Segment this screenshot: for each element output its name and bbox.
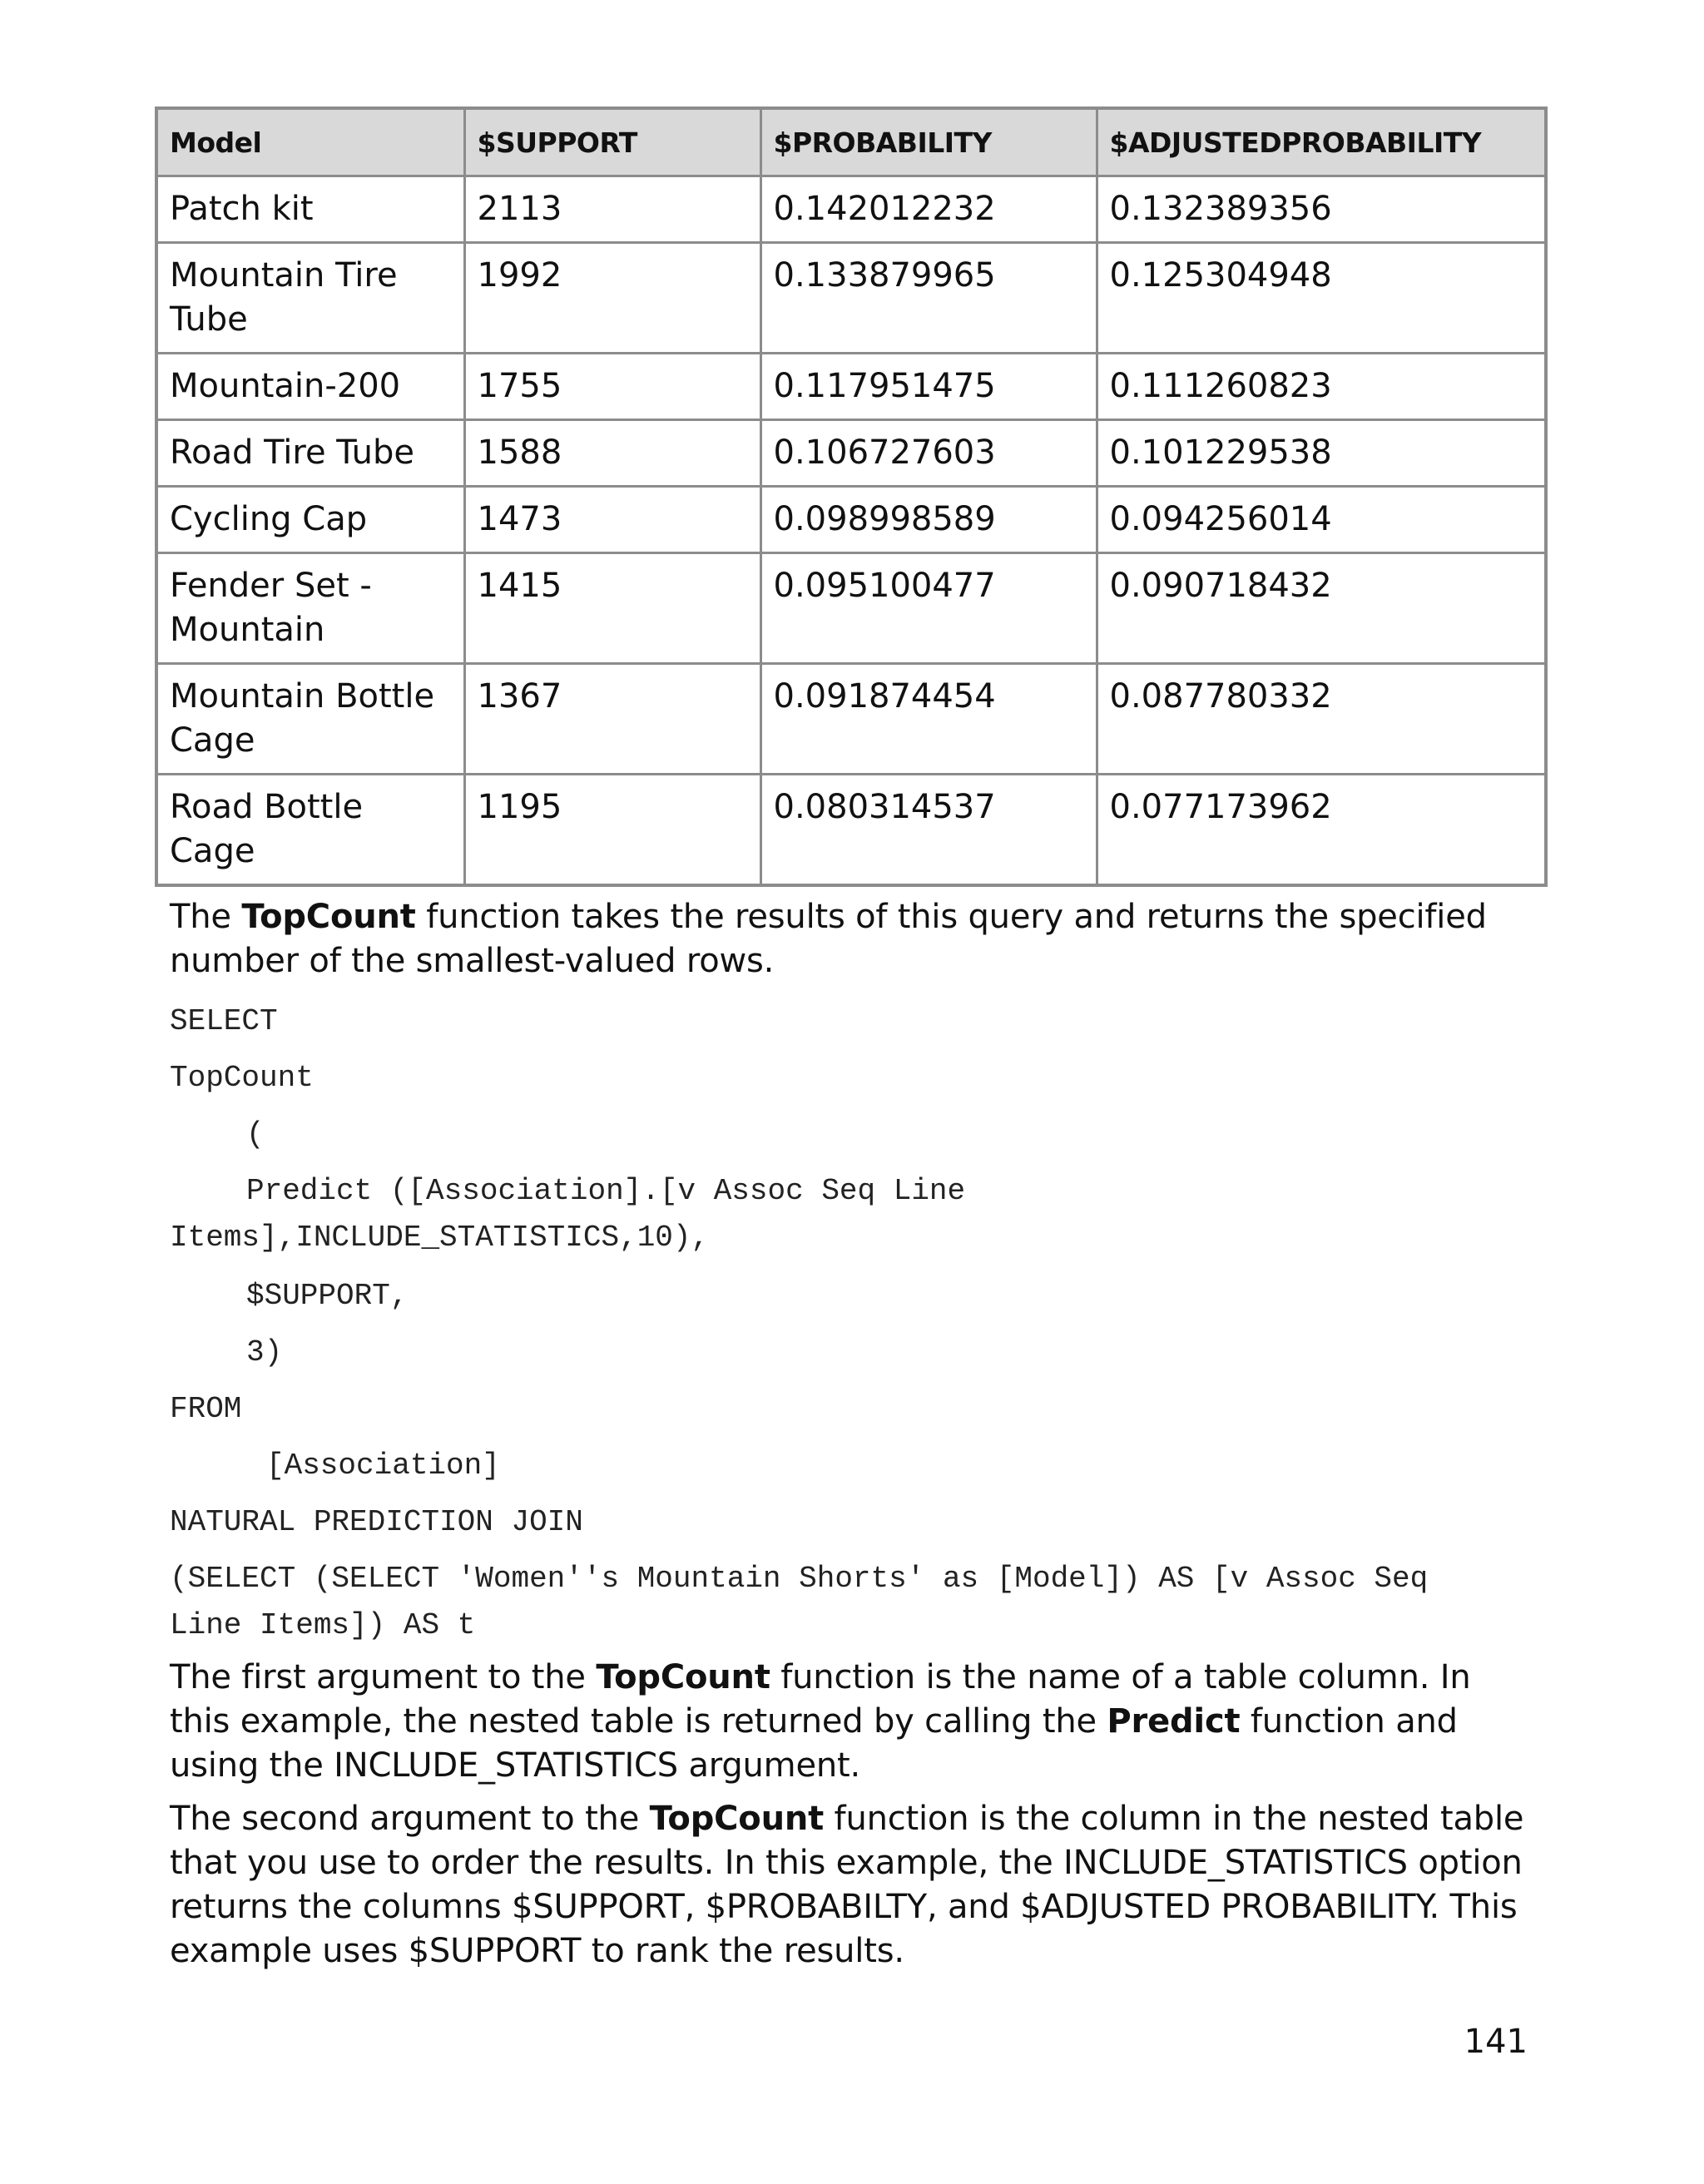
topcount-keyword: TopCount [241,898,416,936]
code-line-subquery-1: (SELECT (SELECT 'Women''s Mountain Shorts' as [Model]) AS [v Assoc Seq [170,1562,1429,1596]
table-row [156,176,1546,243]
column-header-model: Model [156,108,464,176]
code-line-subquery-2: Line Items]) AS t [170,1608,476,1642]
cell-adjusted-probability: 0.132389356 [1097,176,1546,243]
cell-model: Road Bottle Cage [156,775,464,886]
cell-probability: 0.142012232 [760,176,1097,243]
cell-adjusted-probability: 0.087780332 [1097,664,1546,775]
table-row [156,243,1546,354]
cell-probability: 0.106727603 [760,420,1097,487]
cell-adjusted-probability: 0.094256014 [1097,487,1546,553]
code-line-from: FROM [170,1392,242,1426]
code-line-topcount: TopCount [170,1061,314,1095]
cell-model: Mountain-200 [156,354,464,420]
cell-adjusted-probability: 0.111260823 [1097,354,1546,420]
code-line-join: NATURAL PREDICTION JOIN [170,1505,583,1539]
first-argument-paragraph: The first argument to the TopCount function is the name of a table column. In this example, the nested table is returned by calling the Predict function and using the INCLUDE_STATISTICS argument. [170,1658,1471,1785]
predict-keyword: Predict [1107,1702,1241,1741]
cell-support: 1588 [464,420,760,487]
cell-support: 1992 [464,243,760,354]
cell-model: Road Tire Tube [156,420,464,487]
topcount-keyword: TopCount [596,1658,770,1696]
cell-adjusted-probability: 0.101229538 [1097,420,1546,487]
cell-adjusted-probability: 0.090718432 [1097,553,1546,664]
cell-probability: 0.095100477 [760,553,1097,664]
table-row [156,553,1546,664]
cell-probability: 0.098998589 [760,487,1097,553]
table-row [156,354,1546,420]
cell-adjusted-probability: 0.077173962 [1097,775,1546,886]
topcount-keyword: TopCount [649,1800,825,1838]
intro-paragraph: The TopCount function takes the results of this query and returns the specified number of the smallest-valued rows. [170,898,1487,980]
code-line-select: SELECT [170,1004,278,1038]
table-row [156,420,1546,487]
cell-model: Mountain Bottle Cage [156,664,464,775]
column-header-support: $SUPPORT [464,108,760,176]
code-line-three: 3) [246,1335,283,1369]
cell-probability: 0.091874454 [760,664,1097,775]
table-row [156,664,1546,775]
table-row [156,487,1546,553]
table-row [156,775,1546,886]
second-argument-paragraph: The second argument to the TopCount function is the column in the nested table that you use to order the results. In this example, the INCLUDE_STATISTICS option returns the columns $SUPPORT, $PROBABILTY, and $ADJUSTED PROBABILITY. This example uses $SUPPORT to rank the results. [170,1800,1524,1970]
cell-support: 1195 [464,775,760,886]
cell-support: 1755 [464,354,760,420]
cell-model: Mountain Tire Tube [156,243,464,354]
page-number: 141 [1464,2023,1528,2061]
table-header-row [156,108,1546,176]
cell-support: 2113 [464,176,760,243]
cell-model: Patch kit [156,176,464,243]
cell-support: 1367 [464,664,760,775]
cell-model: Fender Set - Mountain [156,553,464,664]
code-line-predict-2: Items],INCLUDE_STATISTICS,10), [170,1221,710,1255]
code-line-association: [Association] [266,1449,500,1483]
code-line-open-paren: ( [246,1117,265,1151]
results-table [155,106,1548,887]
cell-model: Cycling Cap [156,487,464,553]
column-header-adjusted-probability: $ADJUSTEDPROBABILITY [1097,108,1546,176]
cell-probability: 0.117951475 [760,354,1097,420]
cell-adjusted-probability: 0.125304948 [1097,243,1546,354]
column-header-probability: $PROBABILITY [760,108,1097,176]
cell-support: 1473 [464,487,760,553]
code-line-predict-1: Predict ([Association].[v Assoc Seq Line [246,1174,966,1208]
cell-support: 1415 [464,553,760,664]
cell-probability: 0.080314537 [760,775,1097,886]
cell-probability: 0.133879965 [760,243,1097,354]
code-line-support: $SUPPORT, [246,1279,409,1313]
